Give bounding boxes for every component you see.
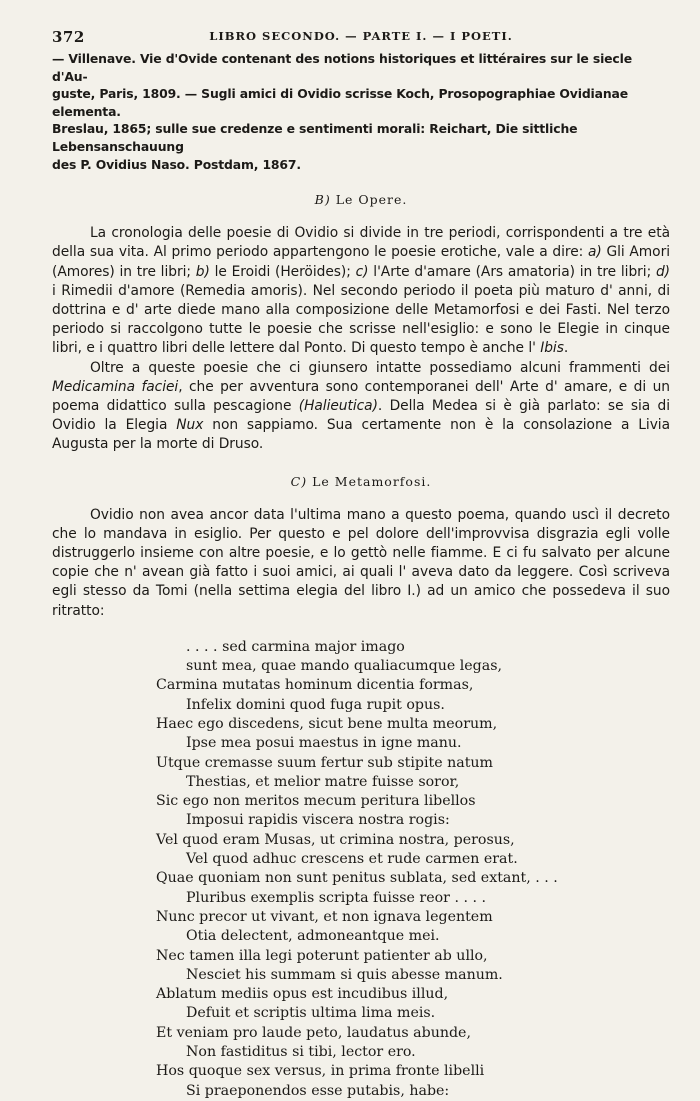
biblio-line: Breslau, 1865; sulle sue credenze e sentimenti morali: Reichart, Die sittliche Lebensanschauung: [52, 121, 578, 154]
bibliography-note: [52, 50, 670, 173]
poem-line: Vel quod eram Musas, ut crimina nostra, perosus,: [156, 831, 515, 848]
poem-line: Et veniam pro laude peto, laudatus abunde,: [156, 1024, 471, 1041]
poem-line: Ipse mea posui maestus in igne manu.: [186, 735, 462, 752]
paragraph-cronologia: [52, 224, 670, 358]
poem-line: sunt mea, quae mando qualiacumque legas,: [186, 658, 502, 675]
poem-line: Imposui rapidis viscera nostra rogis:: [186, 812, 450, 829]
poem-line: Haec ego discedens, sicut bene multa meorum,: [156, 716, 498, 732]
poem-line: Vel quod adhuc crescens et rude carmen erat.: [186, 851, 518, 868]
text-run: l'Arte d'amare (Ars amatoria) in tre libri;: [368, 263, 656, 280]
poem-line: Quae quoniam non sunt penitus sublata, sed extant, . . .: [156, 870, 558, 887]
poem-line: Pluribus exemplis scripta fuisse reor . . . .: [186, 889, 487, 906]
text-run: La cronologia delle poesie di Ovidio si divide in tre periodi, corrispondenti a tre età della sua vita. Al primo periodo appartengono le poesie erotiche, vale a dire:: [52, 225, 670, 261]
section-title-text: Le Metamorfosi.: [312, 473, 432, 489]
poem-line: Carmina mutatas hominum dicentia formas,: [156, 677, 474, 694]
text-run: . Della Medea si è già parlato: se sia di Ovidio la Elegia: [52, 397, 670, 434]
section-letter: C): [290, 473, 308, 489]
section-heading-metamorfosi: [52, 474, 670, 489]
poem-line: Non fastiditus si tibi, lector ero.: [186, 1044, 416, 1061]
poem-line: Si praeponendos esse putabis, habe:: [186, 1082, 450, 1099]
italic-title: Medicamina faciei: [52, 378, 179, 395]
poem-line: Hos quoque sex versus, in prima fronte libelli: [156, 1063, 485, 1080]
paragraph-esiglio: Ovidio non avea ancor data l'ultima mano a questo poema, quando uscì il decreto che lo mandava in esiglio. Per questo e pel dolore dell'improvvisa disgrazia egli volle distruggerlo insieme con altre poesie, e lo gettò nelle fiamme. E ci fu salvato per alcune copie che n' avean già fatto i suoi amici, ai quali l' aveva dato da leggere. Così scriveva egli stesso da Tomi (nella settima elegia del libro I.) ad un amico che possedeva il suo ritratto:: [52, 506, 670, 619]
text-run: Gli Amori (Amores) in tre libri;: [52, 244, 670, 280]
poem-line: . . . . sed carmina major imago: [186, 638, 405, 655]
italic-title: Nux: [176, 417, 204, 434]
poem-line: Nunc precor ut vivant, et non ignava legentem: [156, 908, 493, 925]
text-run: i Rimedii d'amore (Remedia amoris). Nel secondo periodo il poeta più maturo d' anni, di dottrina e d' arte diede mano alla composizione delle Metamorfosi e dei Fasti. Nel terzo periodo si raccolgono tutte le poesie che scrisse nell'esiglio: e sono le Elegie in cinque libri, e i quattro libri delle lettere dal Ponto. Di questo tempo è anche l': [52, 282, 670, 357]
section-heading-opere: [52, 192, 670, 207]
poem-line: Ablatum mediis opus est incudibus illud,: [156, 986, 449, 1003]
poem-line: Otia delectent, admoneantque mei.: [186, 928, 440, 945]
list-marker: a): [587, 244, 602, 261]
list-marker: c): [355, 263, 369, 280]
biblio-line: guste, Paris, 1809. — Sugli amici di Ovidio scrisse Koch, Prosopographiae Ovidianae elementa.: [52, 86, 628, 119]
page-header: [52, 28, 670, 48]
poem-line: Thestias, et melior matre fuisse soror,: [186, 773, 460, 790]
section-letter: B): [314, 192, 331, 208]
biblio-line: des P. Ovidius Naso. Postdam, 1867.: [52, 156, 301, 172]
text-run: Oltre a queste poesie che ci giunsero intatte possediamo alcuni frammenti dei: [90, 359, 670, 376]
biblio-line: — Villenave. Vie d'Ovide contenant des notions historiques et littéraires sur le siecle d'Au-: [52, 51, 632, 84]
text-run: non sappiamo. Sua certamente non è la consolazione a Livia Augusta per la morte di Druso.: [52, 417, 670, 453]
list-marker: b): [195, 263, 210, 280]
poem-line: Defuit et scriptis ultima lima meis.: [186, 1005, 436, 1022]
running-title: LIBRO SECONDO. — PARTE I. — I POETI.: [209, 29, 513, 43]
italic-title: (Halieutica): [298, 397, 378, 414]
text-run: le Eroidi (Heröides);: [209, 263, 356, 280]
poem-line: Utque cremasse suum fertur sub stipite natum: [156, 754, 494, 771]
paragraph-frammenti: [52, 359, 670, 455]
poem-line: Infelix domini quod fuga rupit opus.: [186, 696, 445, 713]
section-title-text: Le Opere.: [335, 192, 408, 208]
italic-title: Ibis: [540, 340, 564, 357]
poem-line: Nesciet his summam si quis abesse manum.: [186, 966, 503, 983]
page-number: 372: [52, 28, 85, 46]
text-run: .: [563, 340, 569, 357]
latin-poem: [52, 638, 670, 1101]
text-run: , che per avventura sono contemporanei dell' Arte d' amare, e di un poema didattico sulla pescagione: [52, 378, 670, 414]
poem-line: Sic ego non meritos mecum peritura libellos: [156, 793, 476, 810]
list-marker: d): [655, 263, 671, 280]
book-page: [52, 28, 670, 1101]
poem-line: Nec tamen illa legi poterunt patienter ab ullo,: [156, 947, 488, 964]
